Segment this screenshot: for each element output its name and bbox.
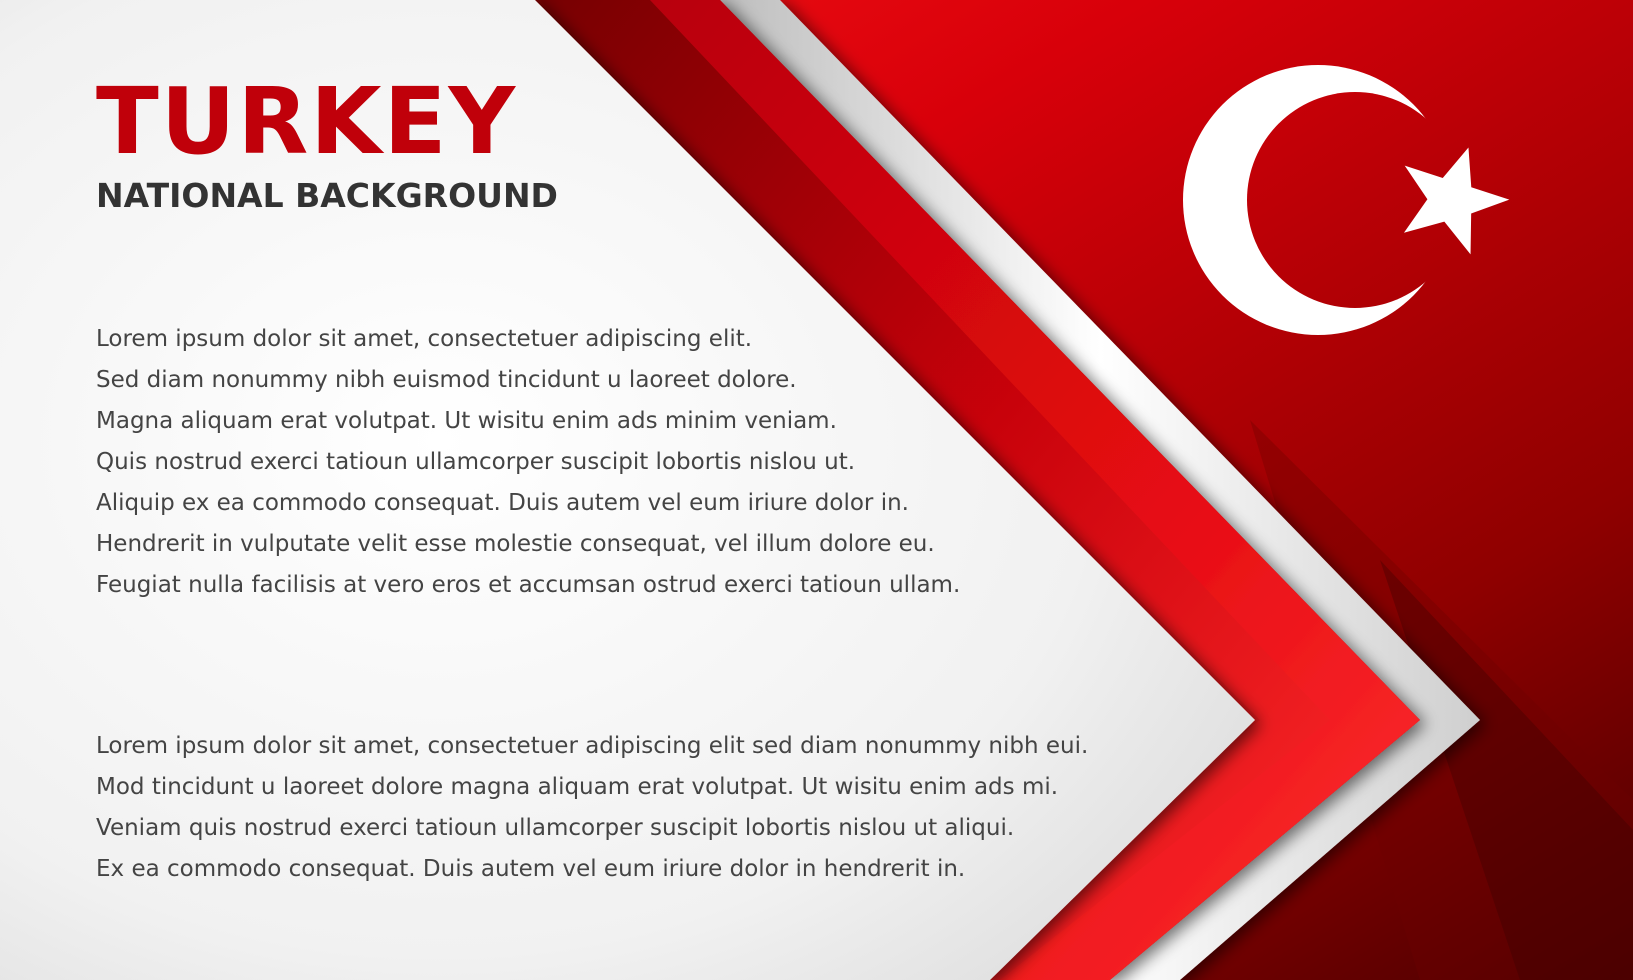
paragraph-1-line: Sed diam nonummy nibh euismod tincidunt u laoreet dolore. bbox=[96, 367, 797, 393]
paragraph-1-line: Lorem ipsum dolor sit amet, consectetuer adipiscing elit. bbox=[96, 326, 753, 352]
paragraph-2-line: Lorem ipsum dolor sit amet, consectetuer adipiscing elit sed diam nonummy nibh eui. bbox=[96, 733, 1089, 759]
heading-block bbox=[96, 68, 1196, 216]
paragraph-1-line: Feugiat nulla facilisis at vero eros et accumsan ostrud exerci tatioun ullam. bbox=[96, 572, 961, 598]
paragraph-2-line: Ex ea commodo consequat. Duis autem vel eum iriure dolor in hendrerit in. bbox=[96, 856, 966, 882]
paragraph-1-line: Aliquip ex ea commodo consequat. Duis autem vel eum iriure dolor in. bbox=[96, 490, 909, 516]
paragraph-1-line: Magna aliquam erat volutpat. Ut wisitu enim ads minim veniam. bbox=[96, 408, 837, 434]
paragraph-1-line: Quis nostrud exerci tatioun ullamcorper suscipit lobortis nislou ut. bbox=[96, 449, 856, 475]
paragraph-1-line: Hendrerit in vulputate velit esse molestie consequat, vel illum dolore eu. bbox=[96, 531, 935, 557]
crescent-star-emblem bbox=[1170, 60, 1550, 340]
page-title: TURKEY bbox=[96, 68, 518, 175]
paragraph-1 bbox=[96, 319, 960, 606]
paragraph-2 bbox=[96, 726, 1088, 890]
paragraph-2-line: Mod tincidunt u laoreet dolore magna aliquam erat volutpat. Ut wisitu enim ads mi. bbox=[96, 774, 1059, 800]
page-subtitle: NATIONAL BACKGROUND bbox=[96, 176, 558, 215]
paragraph-2-line: Veniam quis nostrud exerci tatioun ullamcorper suscipit lobortis nislou ut aliqui. bbox=[96, 815, 1015, 841]
